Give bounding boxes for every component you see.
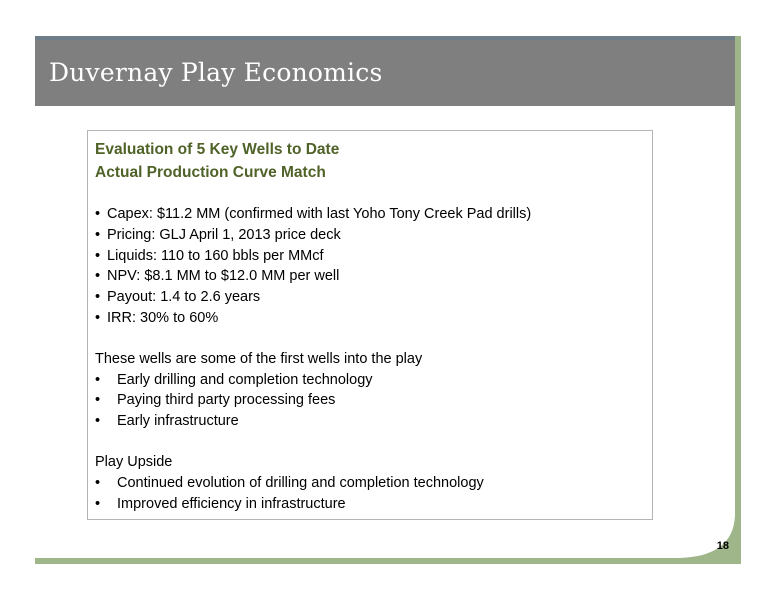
metric-text: IRR: 30% to 60%	[107, 309, 219, 326]
metric-item	[95, 266, 644, 287]
early-item	[95, 411, 644, 432]
metric-item	[95, 204, 644, 225]
bullet-icon: •	[95, 289, 101, 306]
early-item-text: Paying third party processing fees	[117, 392, 336, 409]
upside-intro: Play Upside	[95, 453, 173, 470]
slide-title: Duvernay Play Economics	[49, 58, 383, 87]
bullet-icon: •	[95, 268, 101, 285]
metric-item	[95, 287, 644, 308]
early-item	[95, 390, 644, 411]
bullet-icon: •	[95, 392, 101, 409]
early-item-text: Early infrastructure	[117, 413, 239, 430]
content-box	[87, 130, 653, 520]
bullet-icon: •	[95, 247, 101, 264]
title-bar-top-line	[35, 36, 741, 40]
bullet-icon: •	[95, 371, 101, 388]
early-item	[95, 370, 644, 391]
metric-text: Liquids: 110 to 160 bbls per MMcf	[107, 247, 324, 264]
metric-text: Capex: $11.2 MM (confirmed with last Yoho Tony Creek Pad drills)	[107, 206, 532, 222]
page-number: 18	[716, 540, 729, 552]
bullet-icon: •	[95, 309, 101, 326]
bullet-icon: •	[95, 495, 101, 512]
right-accent-band	[735, 36, 741, 564]
bottom-accent-band	[35, 558, 741, 564]
upside-item-text: Improved efficiency in infrastructure	[117, 495, 346, 512]
metric-text: Payout: 1.4 to 2.6 years	[107, 289, 261, 306]
upside-item-text: Continued evolution of drilling and completion technology	[117, 474, 484, 491]
heading-evaluation: Evaluation of 5 Key Wells to Date	[95, 141, 340, 158]
bullet-icon: •	[95, 206, 101, 222]
bullet-icon: •	[95, 413, 101, 430]
bullet-icon: •	[95, 474, 101, 491]
slide	[35, 36, 741, 564]
metric-item	[95, 308, 644, 329]
metric-text: NPV: $8.1 MM to $12.0 MM per well	[107, 268, 340, 285]
metric-item	[95, 225, 644, 246]
title-bar	[35, 36, 741, 106]
bullet-icon: •	[95, 226, 101, 243]
metric-item	[95, 246, 644, 267]
upside-item	[95, 494, 644, 515]
metric-text: Pricing: GLJ April 1, 2013 price deck	[107, 226, 341, 243]
early-item-text: Early drilling and completion technology	[117, 371, 373, 388]
early-wells-intro: These wells are some of the first wells into the play	[95, 350, 423, 367]
upside-item	[95, 473, 644, 494]
heading-production-curve: Actual Production Curve Match	[95, 164, 326, 181]
